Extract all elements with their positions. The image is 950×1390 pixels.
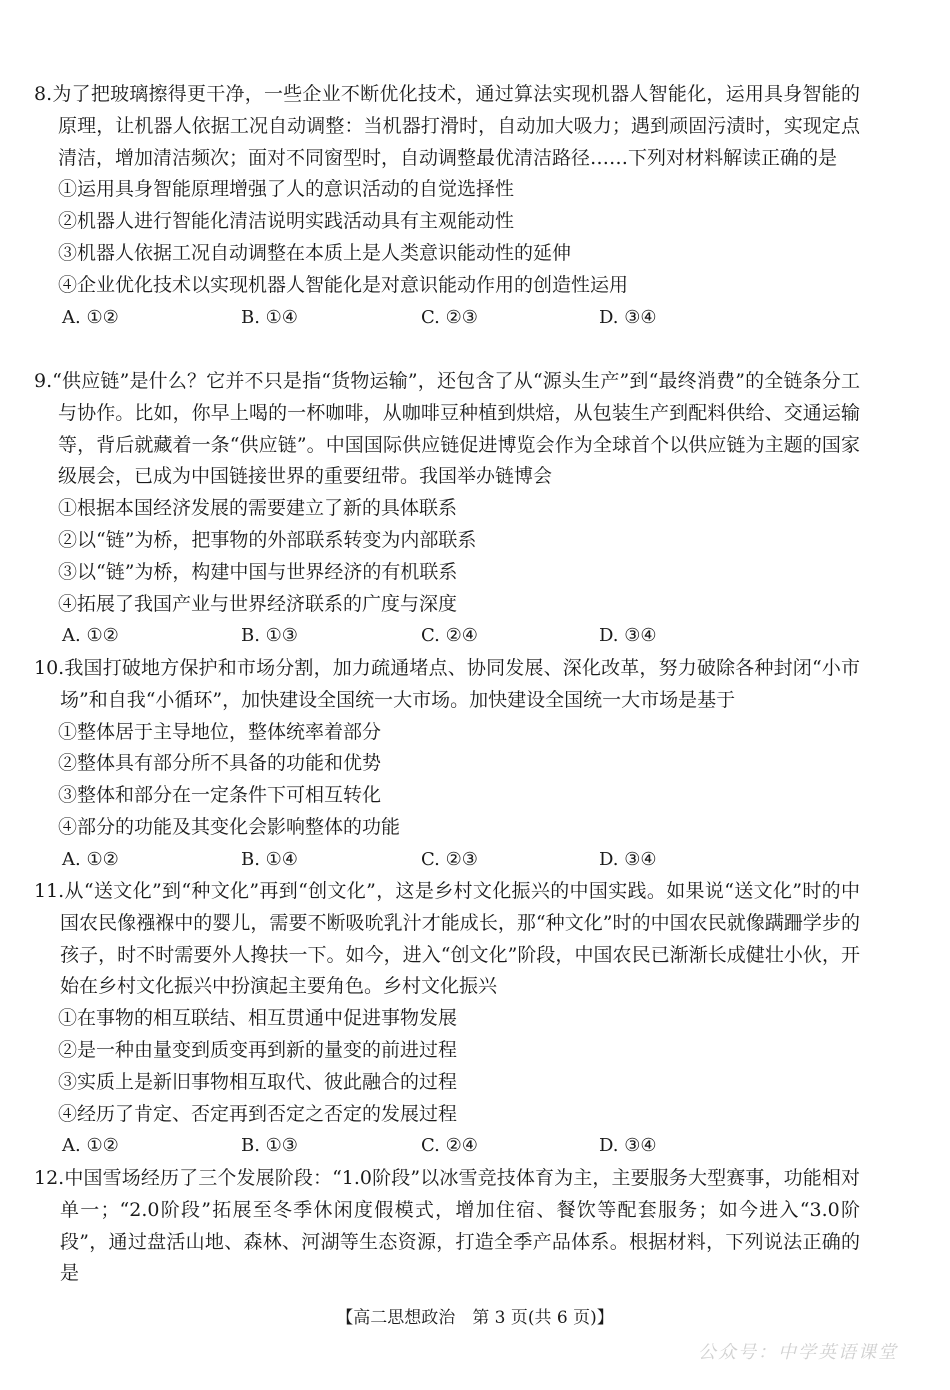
question-10	[34, 653, 860, 876]
question-8	[34, 79, 860, 333]
choice-c: C. ②③	[421, 306, 478, 328]
choice-a: A. ①②	[62, 306, 119, 328]
statement: ③机器人依据工况自动调整在本质上是人类意识能动性的延伸	[58, 241, 572, 264]
question-9	[34, 366, 860, 652]
choice-b: B. ①④	[241, 306, 298, 328]
question-11	[34, 876, 860, 1162]
choice-a: A. ①②	[62, 848, 119, 870]
statement: ④企业优化技术以实现机器人智能化是对意识能动作用的创造性运用	[58, 273, 629, 296]
answer-choices	[34, 302, 860, 334]
question-stem: 9.“供应链”是什么？它并不只是指“货物运输”，还包含了从“源头生产”到“最终消费”的全链条分工与协作。比如，你早上喝的一杯咖啡，从咖啡豆种植到烘焙，从包装生产到配料供给、交通运输等，背后就藏着一条“供应链”。中国国际供应链促进博览会作为全球首个以供应链为主题的国家级展会，已成为中国链接世界的重要纽带。我国举办链博会	[34, 370, 860, 488]
choice-b: B. ①④	[241, 848, 298, 870]
statement: ②机器人进行智能化清洁说明实践活动具有主观能动性	[58, 210, 515, 233]
question-12	[34, 1163, 860, 1290]
statement: ①整体居于主导地位，整体统率着部分	[58, 720, 382, 743]
statement: ④部分的功能及其变化会影响整体的功能	[58, 815, 401, 838]
statement: ②整体具有部分所不具备的功能和优势	[58, 752, 382, 775]
choice-d: D. ③④	[599, 848, 657, 870]
page-footer: 【高二思想政治 第 3 页(共 6 页)】	[336, 1308, 614, 1328]
question-stem: 8.为了把玻璃擦得更干净，一些企业不断优化技术，通过算法实现机器人智能化，运用具身智能的原理，让机器人依据工况自动调整：当机器打滑时，自动加大吸力；遇到顽固污渍时，实现定点清洁，增加清洁频次；面对不同窗型时，自动调整最优清洁路径……下列对材料解读正确的是	[34, 83, 860, 169]
question-stem: 10.我国打破地方保护和市场分割，加力疏通堵点、协同发展、深化改革，努力破除各种封闭“小市场”和自我“小循环”，加快建设全国统一大市场。加快建设全国统一大市场是基于	[34, 657, 860, 711]
question-stem: 11.从“送文化”到“种文化”再到“创文化”，这是乡村文化振兴的中国实践。如果说“送文化”时的中国农民像襁褓中的婴儿，需要不断吸吮乳汁才能成长，那“种文化”时的中国农民就像蹒跚学步的孩子，时不时需要外人搀扶一下。如今，进入“创文化”阶段，中国农民已渐渐长成健壮小伙，开始在乡村文化振兴中扮演起主要角色。乡村文化振兴	[34, 880, 860, 998]
question-stem: 12.中国雪场经历了三个发展阶段：“1.0阶段”以冰雪竞技体育为主，主要服务大型赛事，功能相对单一；“2.0阶段”拓展至冬季休闲度假模式，增加住宿、餐饮等配套服务；如今进入“3.0阶段”，通过盘活山地、森林、河湖等生态资源，打造全季产品体系。根据材料，下列说法正确的是	[34, 1167, 860, 1285]
statement: ②以“链”为桥，把事物的外部联系转变为内部联系	[58, 528, 477, 551]
statement: ①在事物的相互联结、相互贯通中促进事物发展	[58, 1007, 458, 1030]
answer-choices	[34, 620, 860, 652]
statement: ④拓展了我国产业与世界经济联系的广度与深度	[58, 592, 458, 615]
choice-b: B. ①③	[241, 625, 298, 647]
choice-c: C. ②④	[421, 1135, 478, 1157]
choice-d: D. ③④	[599, 1135, 657, 1157]
choice-d: D. ③④	[599, 625, 657, 647]
choice-c: C. ②③	[421, 848, 478, 870]
statement: ①运用具身智能原理增强了人的意识活动的自觉选择性	[58, 178, 515, 201]
choice-a: A. ①②	[62, 1135, 119, 1157]
statement: ③以“链”为桥，构建中国与世界经济的有机联系	[58, 560, 458, 583]
watermark: 公众号：中学英语课堂	[698, 1342, 898, 1363]
choice-b: B. ①③	[241, 1135, 298, 1157]
answer-choices	[34, 844, 860, 876]
statement: ②是一种由量变到质变再到新的量变的前进过程	[58, 1038, 458, 1061]
statement: ③实质上是新旧事物相互取代、彼此融合的过程	[58, 1070, 458, 1093]
answer-choices	[34, 1130, 860, 1162]
choice-a: A. ①②	[62, 625, 119, 647]
statement: ④经历了肯定、否定再到否定之否定的发展过程	[58, 1102, 458, 1125]
choice-d: D. ③④	[599, 306, 657, 328]
statement: ③整体和部分在一定条件下可相互转化	[58, 784, 382, 807]
choice-c: C. ②④	[421, 625, 478, 647]
statement: ①根据本国经济发展的需要建立了新的具体联系	[58, 497, 458, 520]
